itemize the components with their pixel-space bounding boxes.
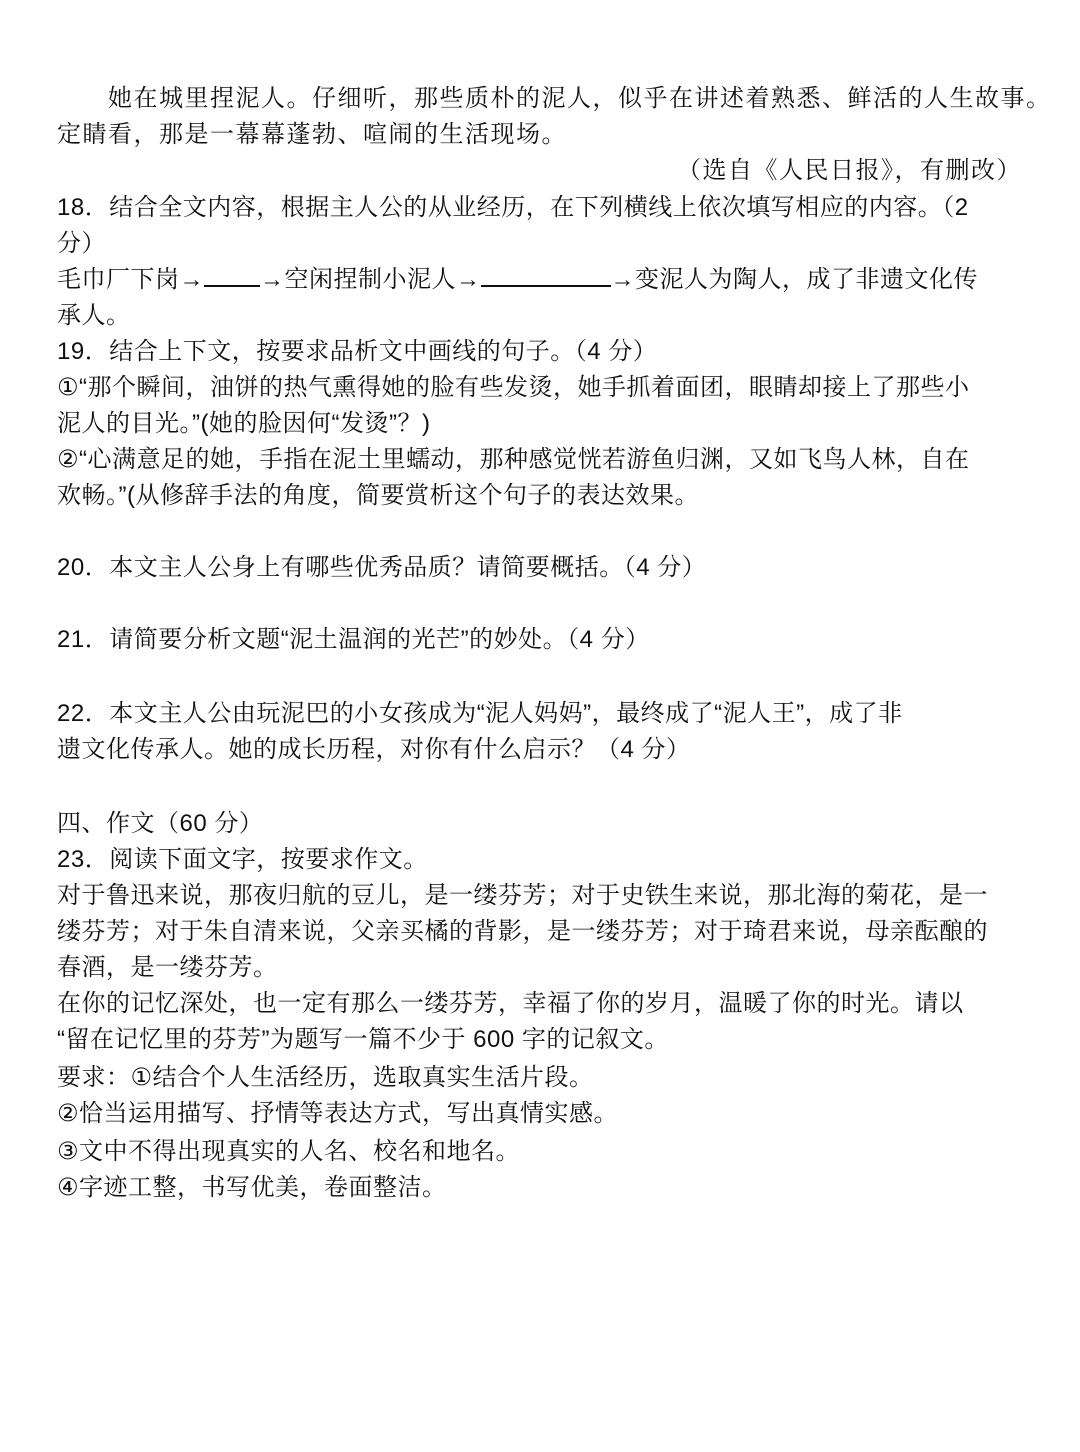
q23-requirement-1: 要求：①结合个人生活经历，选取真实生活片段。 [57,1064,594,1091]
q23-requirement-4: ④字迹工整，书写优美，卷面整洁。 [57,1174,447,1201]
q18-blank-2[interactable] [481,265,611,287]
q18-blank-1[interactable] [204,265,260,287]
q21-line-1: 21．请简要分析文题“泥土温润的光芒”的妙处。（4 分） [57,626,650,653]
q19-line-5: 欢畅。”(从修辞手法的角度，简要赏析这个句子的表达效果。 [57,482,699,509]
q18-line-2: 分） [57,230,106,257]
passage-line-2: 定睛看，那是一幕幕蓬勃、喧闹的生活现场。 [57,120,567,148]
q19-line-3: 泥人的目光。”(她的脸因何“发烫”？) [57,410,431,437]
q19-line-4: ②“心满意足的她，手指在泥土里蠕动，那种感觉恍若游鱼归渊，又如飞鸟人林，自在 [57,446,970,473]
q23-requirement-3: ③文中不得出现真实的人名、校名和地名。 [57,1138,521,1165]
q23-line-2: 对于鲁迅来说，那夜归航的豆儿，是一缕芬芳；对于史铁生来说，那北海的菊花，是一 [57,882,988,909]
q23-line-5: 在你的记忆深处，也一定有那么一缕芬芳，幸福了你的岁月，温暖了你的时光。请以 [57,990,964,1017]
q18-line-1: 18．结合全文内容，根据主人公的从业经历，在下列横线上依次填写相应的内容。（2 [57,194,969,221]
q22-line-1: 22．本文主人公由玩泥巴的小女孩成为“泥人妈妈”，最终成了“泥人王”，成了非 [57,700,903,727]
q18-fill-line [57,262,978,298]
q18-seg-2: →空闲捏制小泥人→ [260,266,481,293]
q23-line-6: “留在记忆里的芬芳”为题写一篇不少于 600 字的记叙文。 [57,1026,669,1053]
q23-line-4: 春酒，是一缕芬芳。 [57,954,278,981]
q22-line-2: 遗文化传承人。她的成长历程，对你有什么启示？（4 分） [57,736,691,763]
q18-seg-3: →变泥人为陶人，成了非遗文化传 [610,266,978,293]
q18-line-4: 承人。 [57,302,131,329]
passage-source: （选自《人民日报》，有删改） [677,156,1022,184]
q19-line-2: ①“那个瞬间，油饼的热气熏得她的脸有些发烫，她手抓着面团，眼睛却接上了那些小 [57,374,970,401]
passage-line-1: 她在城里捏泥人。仔细听，那些质朴的泥人，似乎在讲述着熟悉、鲜活的人生故事。 [108,84,1052,112]
q20-line-1: 20．本文主人公身上有哪些优秀品质？请简要概括。（4 分） [57,554,707,581]
q23-line-1: 23．阅读下面文字，按要求作文。 [57,846,428,873]
q23-line-3: 缕芬芳；对于朱自清来说，父亲买橘的背影，是一缕芬芳；对于琦君来说，母亲酝酿的 [57,918,988,945]
section-4-title: 四、作文（60 分） [57,810,264,837]
q19-line-1: 19．结合上下文，按要求品析文中画线的句子。（4 分） [57,338,658,365]
q18-seg-1: 毛巾厂下岗→ [57,266,204,293]
q23-requirement-2: ②恰当运用描写、抒情等表达方式，写出真情实感。 [57,1100,619,1127]
